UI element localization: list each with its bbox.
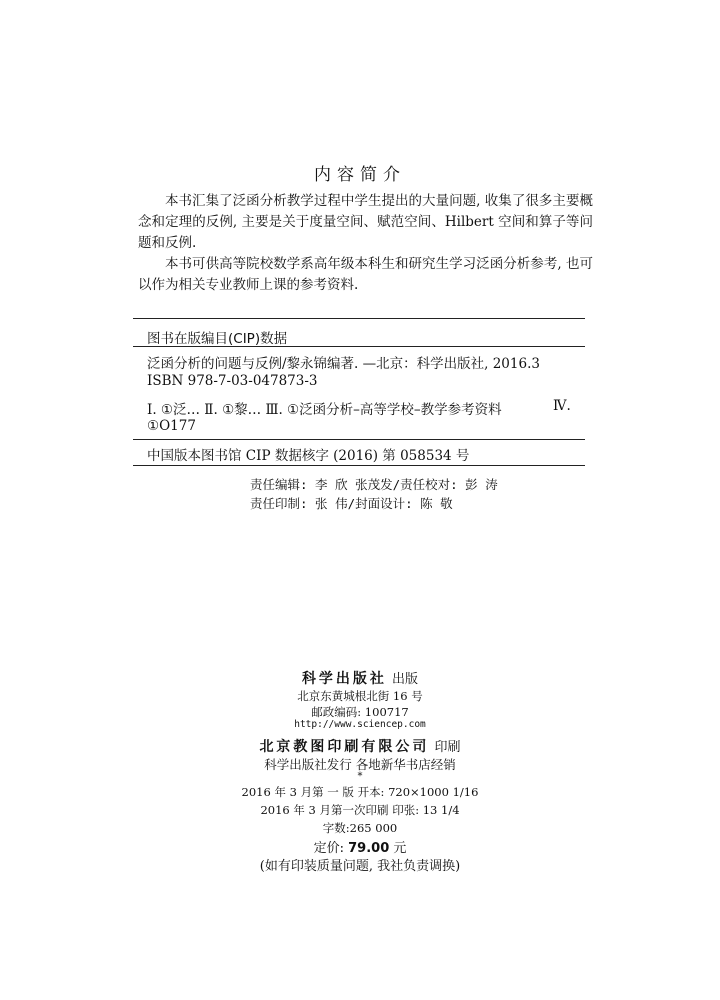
publisher-logo-text: 科学出版社 xyxy=(301,671,387,687)
price-value: 79.00 xyxy=(348,841,390,856)
cip-classification-iv: Ⅳ. xyxy=(553,398,571,414)
distribution-line: 科学出版社发行 各地新华书店经销 xyxy=(264,757,456,772)
printer-line xyxy=(0,736,720,756)
cip-heading-rule xyxy=(133,346,585,347)
quality-notice: (如有印装质量问题, 我社负责调换) xyxy=(259,859,461,874)
cip-mid-rule xyxy=(133,439,585,440)
publisher-url: http://www.sciencep.com xyxy=(294,719,426,730)
summary-title: 内容简介 xyxy=(314,165,406,185)
staff-print-design: 责任印制: 张 伟/封面设计: 陈 敬 xyxy=(250,496,453,511)
summary-paragraph-1: 本书汇集了泛函分析教学过程中学生提出的大量问题, 收集了很多主要概念和定理的反例, 主要是关于度量空间、赋范空间、Hilbert 空间和算子等问题和反例. xyxy=(138,193,593,251)
cip-heading: 图书在版编目(CIP)数据 xyxy=(147,331,288,347)
cip-title-line: 泛函分析的问题与反例/黎永锦编著. —北京：科学出版社, 2016.3 xyxy=(147,356,540,372)
edition-line: 2016 年 3 月第 一 版 开本: 720×1000 1/16 xyxy=(241,785,479,799)
cip-top-rule xyxy=(133,318,585,319)
publisher-suffix: 出版 xyxy=(392,672,419,687)
publisher-line xyxy=(0,668,720,688)
printing-line: 2016 年 3 月第一次印刷 印张: 13 1/4 xyxy=(260,803,460,817)
separator-star: * xyxy=(357,771,363,782)
cip-isbn: ISBN 978-7-03-047873-3 xyxy=(147,373,318,389)
price-line xyxy=(0,837,720,856)
cip-classification-line: Ⅰ. ①泛… Ⅱ. ①黎… Ⅲ. ①泛函分析–高等学校–教学参考资料 xyxy=(147,402,502,418)
printer-suffix: 印刷 xyxy=(434,740,461,755)
cip-clc-number: ①O177 xyxy=(147,418,196,434)
cip-data-number: 中国版本图书馆 CIP 数据核字 (2016) 第 058534 号 xyxy=(147,448,470,464)
price-unit: 元 xyxy=(393,841,407,856)
summary-paragraph-2: 本书可供高等院校数学系高年级本科生和研究生学习泛函分析参考, 也可以作为相关专业教师上课的参考资料. xyxy=(138,256,593,293)
publisher-postcode: 邮政编码: 100717 xyxy=(311,705,409,719)
publisher-address: 北京东黄城根北街 16 号 xyxy=(297,689,423,703)
cip-bottom-rule xyxy=(133,465,585,466)
price-label: 定价: xyxy=(313,841,344,856)
staff-editors: 责任编辑: 李 欣 张茂发/责任校对: 彭 涛 xyxy=(250,477,498,492)
printer-logo-text: 北京教图印刷有限公司 xyxy=(259,739,430,755)
word-count: 字数:265 000 xyxy=(322,821,398,835)
